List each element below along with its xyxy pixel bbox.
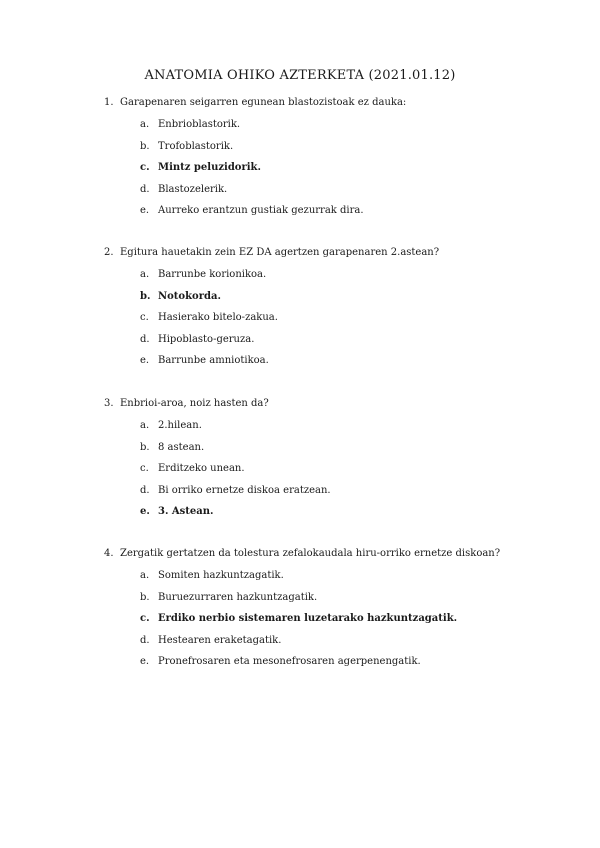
option-2d (140, 333, 560, 355)
question-number: 2. (104, 247, 114, 258)
option-letter: c. (140, 162, 150, 173)
option-text: Notokorda. (158, 290, 221, 302)
question-number: 1. (104, 97, 114, 108)
page-title: ANATOMIA OHIKO AZTERKETA (2021.01.12) (144, 68, 456, 83)
option-4a (140, 569, 560, 591)
option-2c (140, 311, 560, 333)
option-3a (140, 419, 560, 441)
option-text: Hipoblasto-geruza. (158, 333, 255, 345)
option-1c (140, 161, 560, 183)
question-1-options (140, 118, 560, 226)
question-number: 3. (104, 398, 114, 409)
option-text: Trofoblastorik. (158, 140, 234, 152)
question-text: Garapenaren seigarren egunean blastozistoak ez dauka: (120, 97, 407, 108)
option-text: Mintz peluzidorik. (158, 162, 261, 173)
option-1d (140, 183, 560, 205)
option-letter: b. (140, 140, 150, 152)
option-letter: b. (140, 441, 150, 453)
option-letter: d. (140, 484, 150, 496)
option-letter: c. (140, 613, 150, 624)
question-2 (104, 246, 574, 260)
question-text: Egitura hauetakin zein EZ DA agertzen garapenaren 2.astean? (120, 247, 440, 258)
option-letter: c. (140, 463, 149, 474)
option-2b (140, 290, 560, 312)
option-letter: e. (140, 355, 150, 366)
option-text: Enbrioblastorik. (158, 119, 241, 130)
option-letter: a. (140, 570, 150, 581)
option-letter: a. (140, 269, 150, 280)
option-letter: c. (140, 312, 149, 323)
option-letter: b. (140, 591, 150, 603)
option-4e (140, 655, 560, 677)
option-text: Blastozelerik. (158, 183, 228, 195)
option-3b (140, 441, 560, 463)
option-text: Aurreko erantzun gustiak gezurrak dira. (158, 205, 364, 216)
question-1 (104, 96, 574, 110)
option-letter: d. (140, 183, 150, 195)
option-letter: a. (140, 420, 150, 431)
option-3c (140, 462, 560, 484)
option-1e (140, 204, 560, 226)
option-3d (140, 484, 560, 506)
question-2-options (140, 268, 560, 376)
question-text: Enbrioi-aroa, noiz hasten da? (120, 398, 269, 409)
question-3-options (140, 419, 560, 527)
option-1b (140, 140, 560, 162)
option-text: Barrunbe korionikoa. (158, 269, 267, 280)
question-number: 4. (104, 548, 114, 559)
question-text: Zergatik gertatzen da tolestura zefalokaudala hiru-orriko ernetze diskoan? (120, 548, 501, 559)
option-letter: e. (140, 656, 150, 667)
option-text: Barrunbe amniotikoa. (158, 355, 269, 366)
option-text: Hestearen eraketagatik. (158, 634, 282, 646)
option-4c (140, 612, 560, 634)
option-letter: b. (140, 290, 151, 302)
question-3 (104, 397, 574, 411)
option-3e (140, 505, 560, 527)
option-letter: d. (140, 634, 150, 646)
option-text: 3. Astean. (158, 506, 214, 517)
option-text: Erdiko nerbio sistemaren luzetarako hazkuntzagatik. (158, 613, 458, 624)
option-letter: e. (140, 506, 150, 517)
option-letter: d. (140, 333, 150, 345)
option-1a (140, 118, 560, 140)
option-text: 8 astean. (158, 441, 205, 453)
option-text: Pronefrosaren eta mesonefrosaren agerpenengatik. (158, 656, 421, 667)
question-4-options (140, 569, 560, 677)
option-2a (140, 268, 560, 290)
option-letter: e. (140, 205, 150, 216)
option-4b (140, 591, 560, 613)
option-2e (140, 354, 560, 376)
option-text: Somiten hazkuntzagatik. (158, 570, 284, 581)
option-text: Hasierako bitelo-zakua. (158, 312, 278, 323)
question-4 (104, 547, 574, 561)
option-4d (140, 634, 560, 656)
option-letter: a. (140, 119, 150, 130)
option-text: Buruezurraren hazkuntzagatik. (158, 591, 318, 603)
option-text: Bi orriko ernetze diskoa eratzean. (158, 484, 331, 496)
option-text: Erditzeko unean. (158, 463, 245, 474)
option-text: 2.hilean. (158, 420, 202, 431)
